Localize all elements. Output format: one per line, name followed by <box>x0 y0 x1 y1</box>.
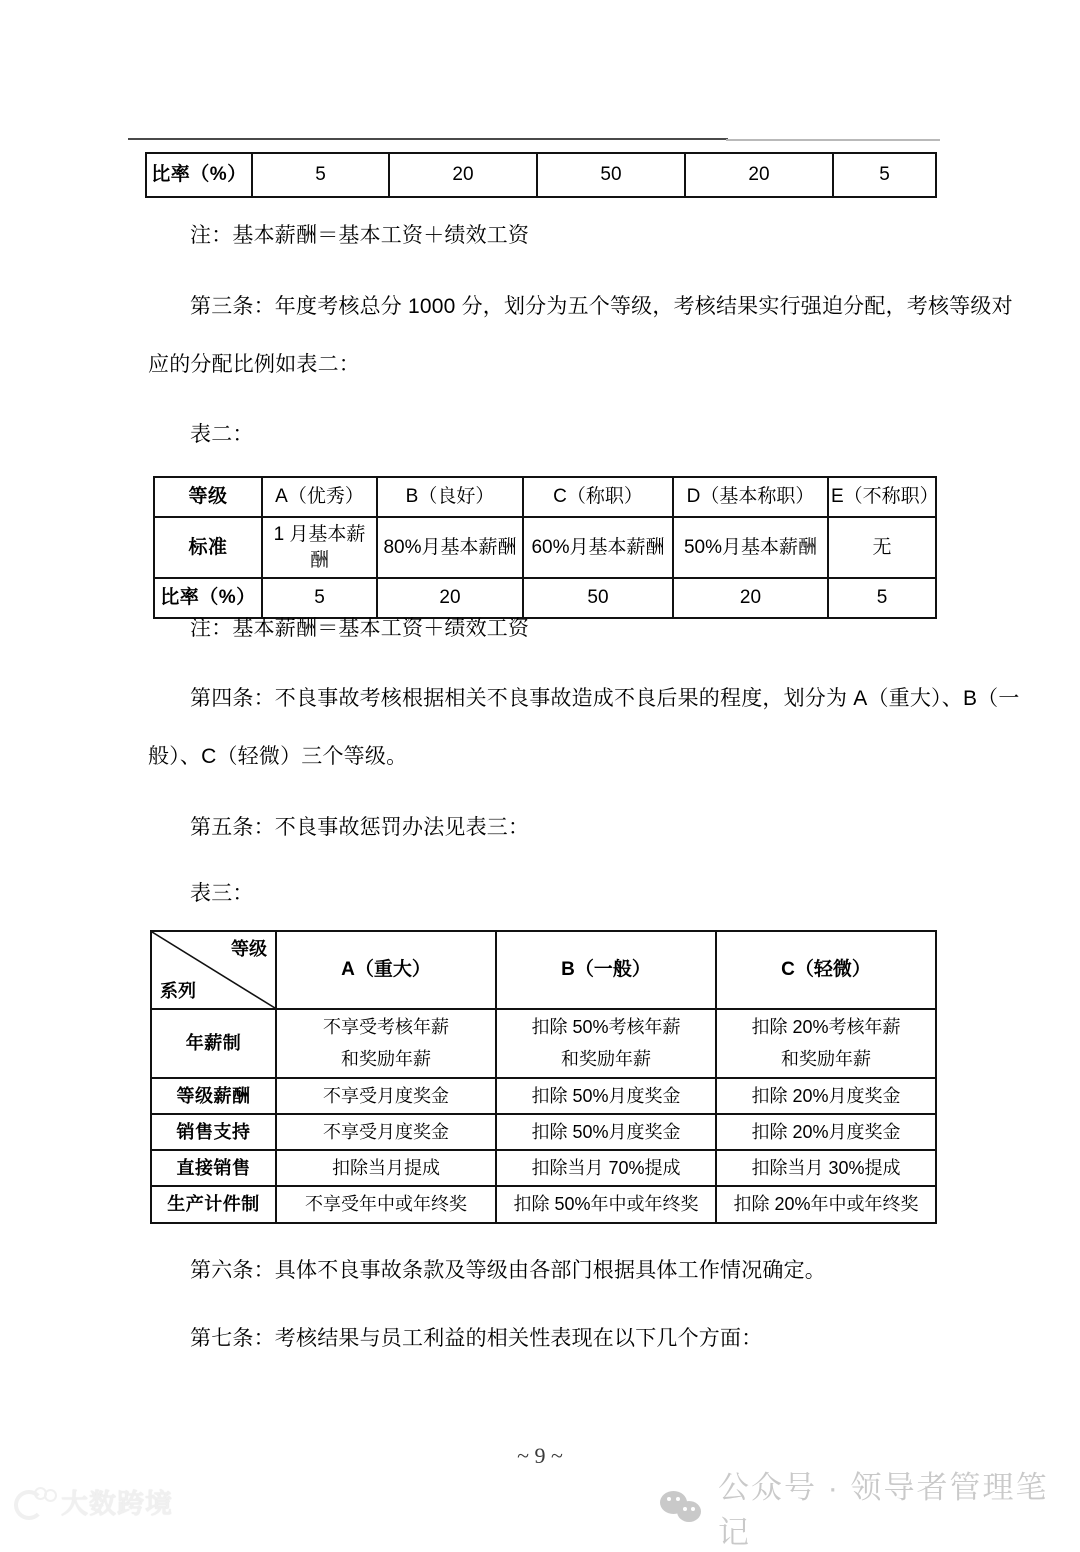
dashukuajing-watermark <box>14 1482 173 1521</box>
wechat-eye-dot <box>683 1507 687 1511</box>
table-three-row-0-cell-0 <box>276 1009 496 1078</box>
table-row <box>151 1114 936 1150</box>
wechat-icon <box>660 1489 706 1525</box>
table-three-header-0: A（重大） <box>276 931 496 1009</box>
note-two: 注：基本薪酬＝基本工资＋绩效工资 <box>190 617 530 640</box>
table-three-row-2-cell-1: 扣除 50%月度奖金 <box>496 1114 716 1150</box>
wechat-eye-dot <box>691 1507 695 1511</box>
table-one-cell-c: 50 <box>537 153 685 197</box>
article-four-line-2: 般）、C（轻微）三个等级。 <box>148 745 408 768</box>
table-one-cell-d: 20 <box>685 153 833 197</box>
article-five: 第五条：不良事故惩罚办法见表三： <box>190 816 530 839</box>
table-three-row-2-cell-2: 扣除 20%月度奖金 <box>716 1114 936 1150</box>
cell-line: 不享受考核年薪 <box>323 1017 449 1037</box>
table-one-cell-e: 5 <box>833 153 936 197</box>
table-three-row-3-cell-1: 扣除当月 70%提成 <box>496 1150 716 1186</box>
table-two-header-1: A（优秀） <box>262 477 377 517</box>
table-row <box>154 517 936 578</box>
table-three-row-0-cell-2 <box>716 1009 936 1078</box>
page-number: ~ 9 ~ <box>517 1443 563 1468</box>
cell-line: 和奖励年薪 <box>781 1049 871 1070</box>
wechat-watermark-text: 公众号 · 领导者管理笔记 <box>718 1470 1049 1550</box>
table-two-header-0: 等级 <box>154 477 262 517</box>
table-row <box>151 1186 936 1222</box>
cell-line: 和奖励年薪 <box>561 1049 651 1070</box>
table-two <box>153 476 937 619</box>
table-three-row-4-cell-0: 不享受年中或年终奖 <box>276 1186 496 1222</box>
cell-line: 和奖励年薪 <box>341 1049 431 1070</box>
table-two-row-1-cell-2: 50 <box>523 578 673 618</box>
article-six: 第六条：具体不良事故条款及等级由各部门根据具体工作情况确定。 <box>190 1259 826 1282</box>
cell-line: 扣除 20%考核年薪 <box>751 1017 901 1037</box>
table-three-header-1: B（一般） <box>496 931 716 1009</box>
table-three-row-2-label: 销售支持 <box>151 1114 276 1150</box>
table-two-header-4: D（基本称职） <box>673 477 828 517</box>
table-one <box>145 152 937 198</box>
table-three-row-4-cell-2: 扣除 20%年中或年终奖 <box>716 1186 936 1222</box>
table-two-row-1-label: 比率（%） <box>154 578 262 618</box>
table-three-row-4-label: 生产计件制 <box>151 1186 276 1222</box>
dashukuajing-logo-icon <box>14 1487 54 1517</box>
table-three-row-3-cell-2: 扣除当月 30%提成 <box>716 1150 936 1186</box>
table-three-row-1-cell-0: 不享受月度奖金 <box>276 1078 496 1114</box>
wechat-watermark <box>660 1462 1080 1552</box>
table-three-row-1-cell-1: 扣除 50%月度奖金 <box>496 1078 716 1114</box>
table-one-row-label: 比率（%） <box>146 153 252 197</box>
note-one: 注：基本薪酬＝基本工资＋绩效工资 <box>190 224 530 247</box>
table-row <box>151 931 936 1009</box>
table-two-row-0-cell-2: 60%月基本薪酬 <box>523 517 673 578</box>
logo-pip <box>44 1489 57 1502</box>
table-row <box>146 153 936 197</box>
dashukuajing-watermark-text: 大数跨境 <box>61 1489 173 1519</box>
table-two-row-1-cell-4: 5 <box>828 578 936 618</box>
header-rule <box>128 138 940 140</box>
table-three-row-4-cell-1: 扣除 50%年中或年终奖 <box>496 1186 716 1222</box>
table-two-caption: 表二： <box>190 423 254 446</box>
table-two-row-0-label: 标准 <box>154 517 262 578</box>
wechat-eye-dot <box>667 1497 671 1501</box>
table-three <box>150 930 937 1224</box>
table-row <box>154 578 936 618</box>
table-two-row-0-cell-0: 1 月基本薪酬 <box>262 517 377 578</box>
table-three-row-1-label: 等级薪酬 <box>151 1078 276 1114</box>
table-two-row-0-cell-3: 50%月基本薪酬 <box>673 517 828 578</box>
table-three-row-3-cell-0: 扣除当月提成 <box>276 1150 496 1186</box>
table-three-row-0-cell-1 <box>496 1009 716 1078</box>
wechat-eye-dot <box>676 1497 680 1501</box>
table-two-header-2: B（良好） <box>377 477 523 517</box>
table-two-row-1-cell-0: 5 <box>262 578 377 618</box>
table-three-row-1-cell-2: 扣除 20%月度奖金 <box>716 1078 936 1114</box>
cell-line: 扣除 50%考核年薪 <box>531 1017 681 1037</box>
table-two-row-1-cell-3: 20 <box>673 578 828 618</box>
table-two-row-0-cell-1: 80%月基本薪酬 <box>377 517 523 578</box>
table-row <box>151 1009 936 1078</box>
header-rule-dark-segment <box>128 138 728 140</box>
wechat-bubble-small <box>677 1501 701 1522</box>
table-three-corner-cell <box>151 931 276 1009</box>
table-three-caption: 表三： <box>190 882 254 905</box>
table-two-header-3: C（称职） <box>523 477 673 517</box>
table-row <box>151 1078 936 1114</box>
table-two-header-5: E（不称职） <box>828 477 936 517</box>
table-three-row-2-cell-0: 不享受月度奖金 <box>276 1114 496 1150</box>
table-three-corner-bottom-label: 系列 <box>160 980 196 1001</box>
table-two-row-0-cell-4: 无 <box>828 517 936 578</box>
table-one-cell-a: 5 <box>252 153 389 197</box>
table-three-row-0-label: 年薪制 <box>151 1009 276 1078</box>
table-one-cell-b: 20 <box>389 153 537 197</box>
table-two-row-1-cell-1: 20 <box>377 578 523 618</box>
article-four-line-1: 第四条：不良事故考核根据相关不良事故造成不良后果的程度，划分为 A（重大）、B（一 <box>190 687 1020 710</box>
table-row <box>151 1150 936 1186</box>
table-three-row-3-label: 直接销售 <box>151 1150 276 1186</box>
article-three-line-1: 第三条：年度考核总分 1000 分，划分为五个等级，考核结果实行强迫分配，考核等级对 <box>190 295 1013 318</box>
article-three-line-2: 应的分配比例如表二： <box>148 353 360 376</box>
table-three-corner-top-label: 等级 <box>231 939 267 959</box>
header-rule-light-segment <box>726 139 940 141</box>
table-three-header-2: C（轻微） <box>716 931 936 1009</box>
article-seven: 第七条：考核结果与员工利益的相关性表现在以下几个方面： <box>190 1327 763 1350</box>
table-row <box>154 477 936 517</box>
